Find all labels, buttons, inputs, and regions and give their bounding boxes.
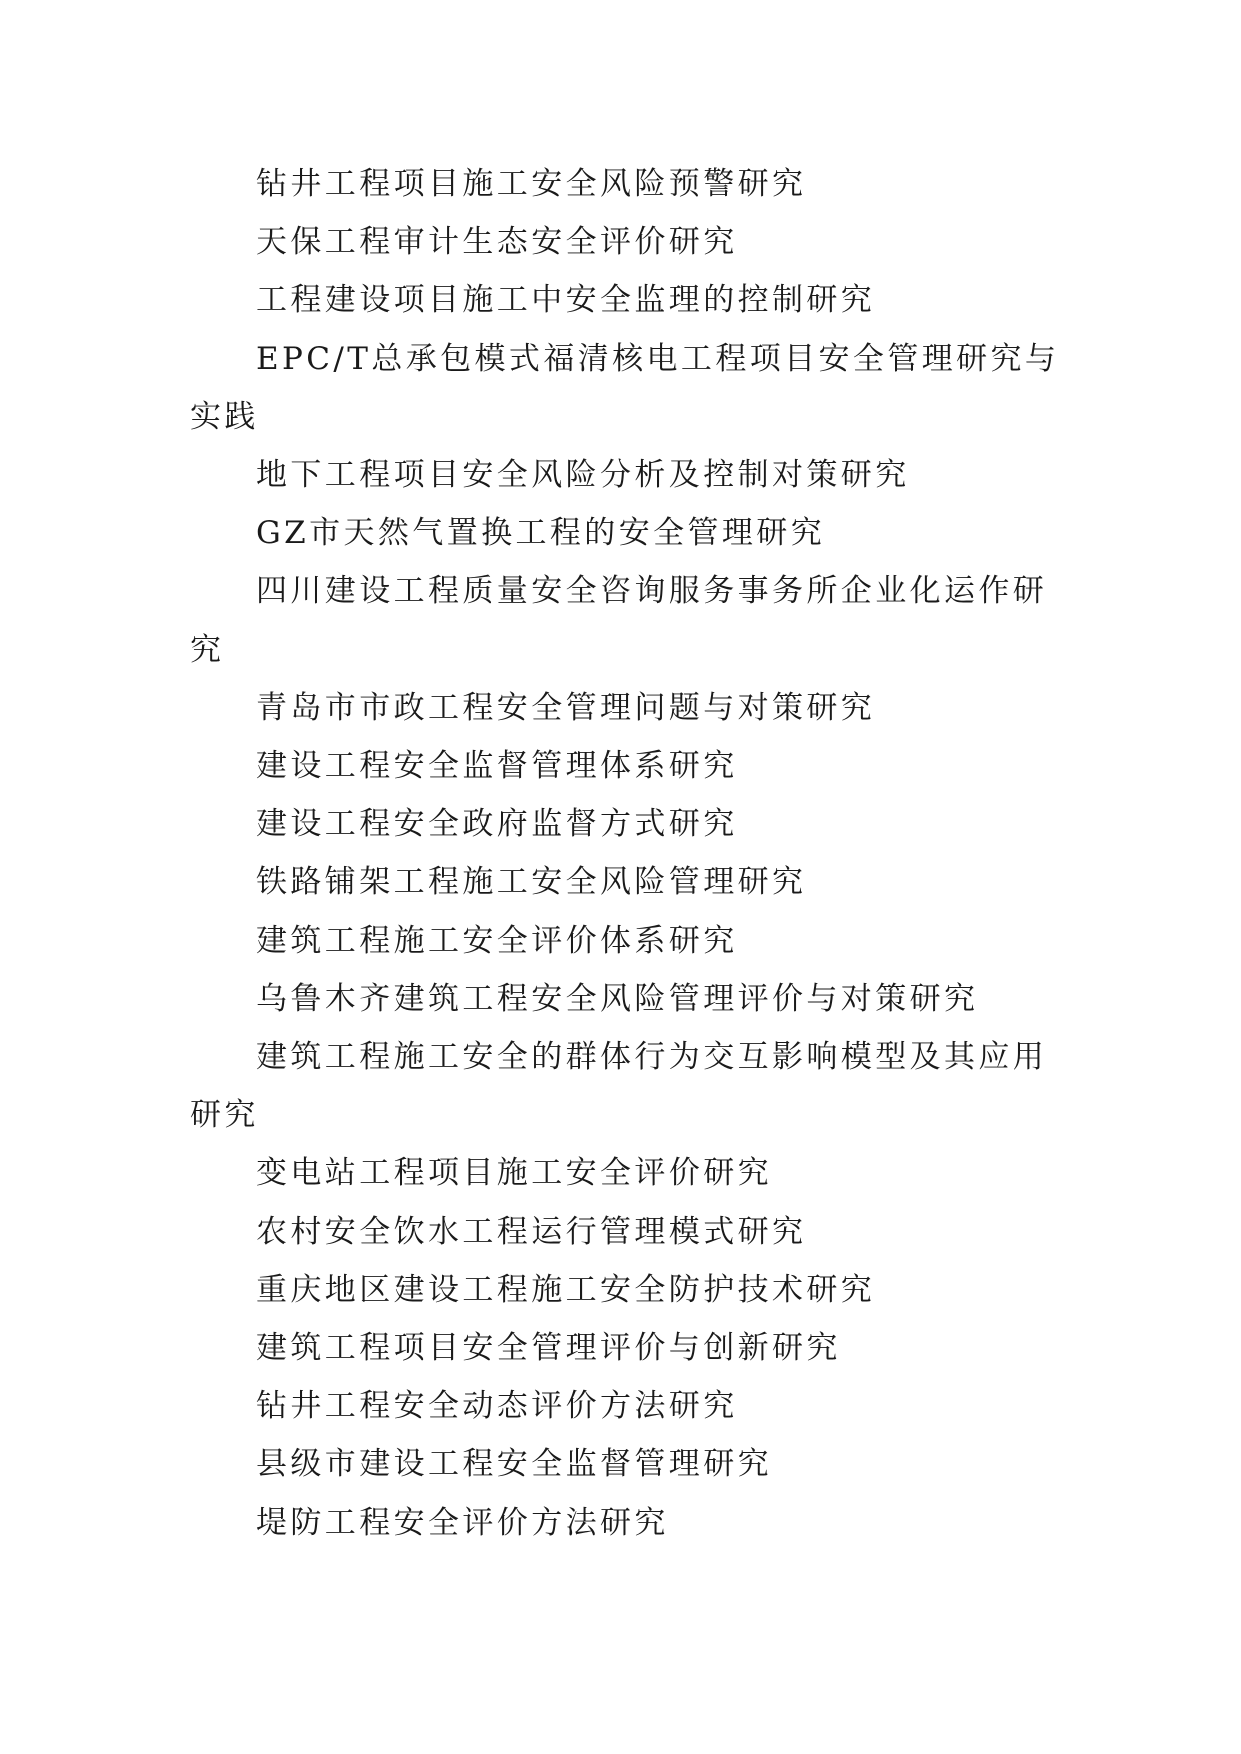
title-entry: 堤防工程安全评价方法研究	[256, 1504, 669, 1541]
title-entry: 变电站工程项目施工安全评价研究	[256, 1155, 772, 1192]
title-entry: 乌鲁木齐建筑工程安全风险管理评价与对策研究	[256, 980, 979, 1017]
title-entry: 地下工程项目安全风险分析及控制对策研究	[256, 457, 910, 494]
title-entry: 工程建设项目施工中安全监理的控制研究	[256, 282, 876, 319]
title-entry: 重庆地区建设工程施工安全防护技术研究	[256, 1271, 876, 1308]
title-entry: 建筑工程项目安全管理评价与创新研究	[256, 1330, 841, 1367]
document-body	[190, 155, 1070, 1552]
title-entry: 建筑工程施工安全的群体行为交互影响模型及其应用研究	[190, 1039, 1048, 1134]
title-entry: 县级市建设工程安全监督管理研究	[256, 1446, 772, 1483]
title-entry: 天保工程审计生态安全评价研究	[256, 224, 738, 261]
title-entry: 建设工程安全政府监督方式研究	[256, 806, 738, 843]
title-entry: EPC/T总承包模式福清核电工程项目安全管理研究与实践	[190, 340, 1060, 435]
title-entry: 青岛市市政工程安全管理问题与对策研究	[256, 689, 876, 726]
title-entry: 铁路铺架工程施工安全风险管理研究	[256, 864, 807, 901]
title-entry: 建设工程安全监督管理体系研究	[256, 748, 738, 785]
title-entry: 建筑工程施工安全评价体系研究	[256, 922, 738, 959]
title-entry: 钻井工程项目施工安全风险预警研究	[256, 166, 807, 202]
title-entry: 钻井工程安全动态评价方法研究	[256, 1388, 738, 1425]
title-entry: 农村安全饮水工程运行管理模式研究	[256, 1213, 807, 1250]
title-entry: 四川建设工程质量安全咨询服务事务所企业化运作研究	[190, 573, 1048, 668]
title-entry: GZ市天然气置换工程的安全管理研究	[256, 515, 826, 552]
